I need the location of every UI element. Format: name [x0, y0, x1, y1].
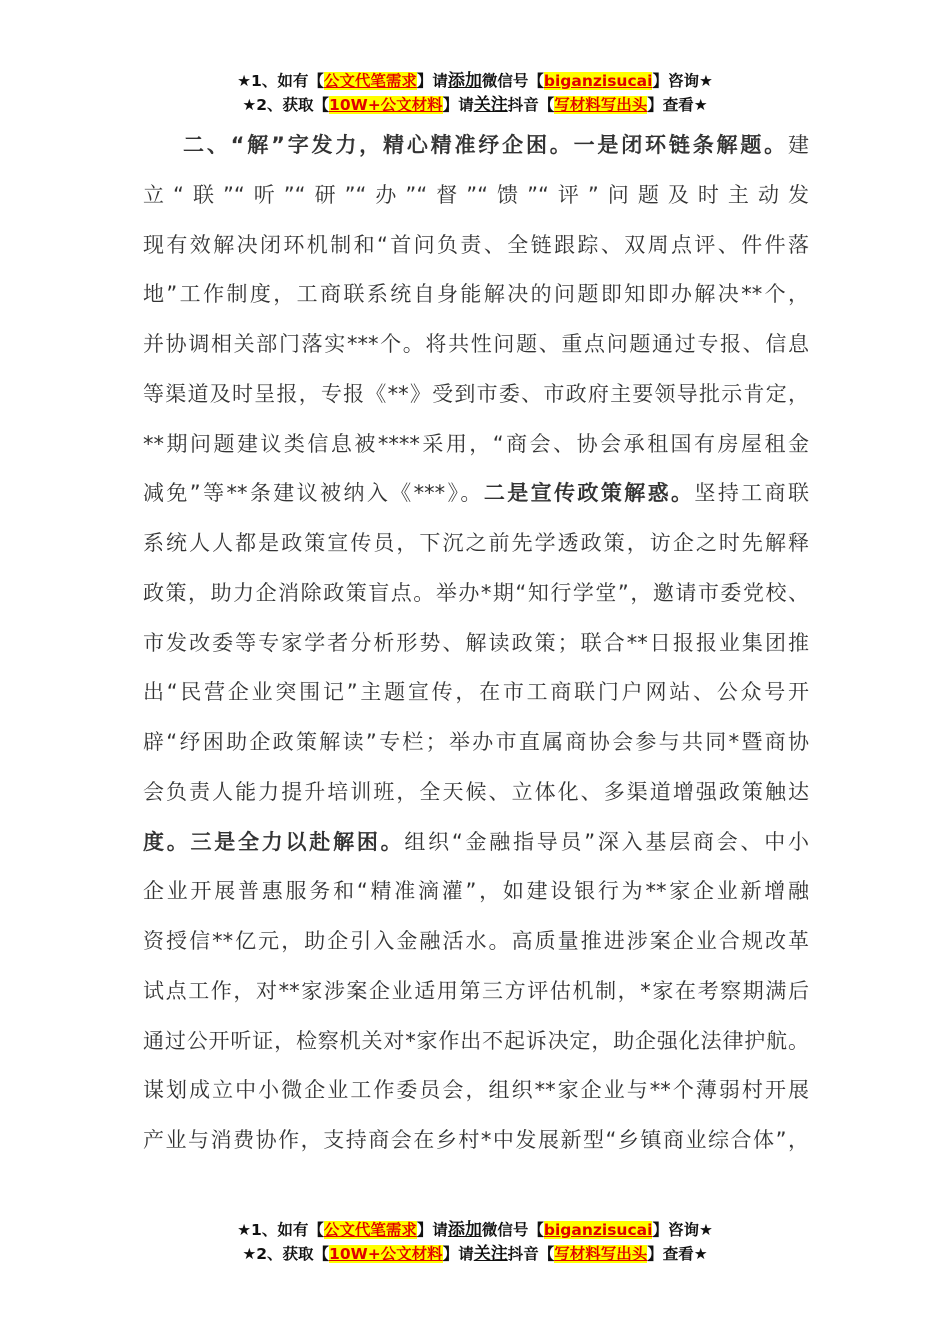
- text-run: 现有效解决闭环机制和“首问负责、全链跟踪、双周点评、件件落: [143, 232, 809, 257]
- paragraph-line: [143, 675, 809, 725]
- paragraph-line: [143, 128, 809, 178]
- underlined-text: 关注: [473, 1244, 508, 1264]
- bold-text: 度。三是全力以赴解困。: [143, 829, 405, 854]
- text-run: 系统人人都是政策宣传员，下沉之前先学透政策，访企之时先解释: [143, 531, 809, 555]
- banner-text: 微信号【: [481, 72, 544, 90]
- highlighted-text: 10W+公文材料: [329, 1245, 443, 1263]
- paragraph-line: [143, 576, 809, 626]
- promo-line-1: [0, 69, 950, 93]
- highlighted-text: 写材料写出头: [554, 96, 648, 114]
- document-body: [143, 128, 809, 1173]
- promo-line-2: [0, 1242, 950, 1266]
- highlighted-text: 10W+公文材料: [329, 96, 443, 114]
- paragraph-line: [143, 825, 809, 875]
- paragraph-line: [143, 277, 809, 327]
- banner-text: 抖音【: [507, 1245, 555, 1263]
- banner-text: 微信号【: [481, 1221, 544, 1239]
- underlined-text: 添加: [447, 71, 482, 91]
- text-run: 市发改委等专家学者分析形势、解读政策；联合**日报报业集团推: [143, 630, 809, 655]
- paragraph-line: [143, 1123, 809, 1173]
- paragraph-line: [143, 228, 809, 278]
- banner-text: 】请: [442, 1245, 474, 1263]
- text-run: 政策，助力企消除政策盲点。举办*期“知行学堂”，邀请市委党校、: [143, 580, 809, 605]
- paragraph-line: [143, 874, 809, 924]
- text-run: 通过公开听证，检察机关对*家作出不起诉决定，助企强化法律护航。: [143, 1028, 809, 1053]
- text-run: 企业开展普惠服务和“精准滴灌”，如建设银行为**家企业新增融: [143, 879, 809, 904]
- text-run: 资授信**亿元，助企引入金融活水。高质量推进涉案企业合规改革: [143, 929, 809, 953]
- text-run: 产业与消费协作，支持商会在乡村*中发展新型“乡镇商业综合体”，: [143, 1128, 809, 1152]
- paragraph-line: [143, 476, 809, 526]
- text-run: 会负责人能力提升培训班，全天候、立体化、多渠道增强政策触达: [143, 779, 809, 804]
- banner-text: ★2、获取【: [242, 1245, 330, 1263]
- banner-text: ★1、如有【: [237, 1221, 324, 1239]
- banner-text: 】查看★: [647, 96, 708, 114]
- underlined-text: 关注: [473, 95, 508, 115]
- banner-text: 】请: [442, 96, 474, 114]
- text-run: 并协调相关部门落实***个。将共性问题、重点问题通过专报、信息: [143, 332, 809, 356]
- paragraph-line: [143, 178, 809, 228]
- paragraph-line: [143, 626, 809, 676]
- paragraph-line: [143, 725, 809, 775]
- text-run: 试点工作，对**家涉案企业适用第三方评估机制，*家在考察期满后: [143, 978, 809, 1003]
- paragraph-line: [143, 327, 809, 377]
- highlighted-text: biganzisucai: [543, 72, 653, 90]
- highlighted-text: 公文代笔需求: [323, 72, 417, 90]
- text-run: **期问题建议类信息被****采用，“商会、协会承租国有房屋租金: [143, 431, 809, 456]
- banner-text: 】咨询★: [652, 72, 713, 90]
- text-run: 坚持工商联: [694, 481, 810, 506]
- paragraph-line: [143, 924, 809, 974]
- promo-line-2: [0, 93, 950, 117]
- highlighted-text: biganzisucai: [543, 1221, 653, 1239]
- paragraph-line: [143, 526, 809, 576]
- highlighted-text: 公文代笔需求: [323, 1221, 417, 1239]
- banner-text: 】请: [416, 1221, 448, 1239]
- promo-line-1: [0, 1218, 950, 1242]
- paragraph-line: [143, 974, 809, 1024]
- banner-text: 】查看★: [647, 1245, 708, 1263]
- paragraph-line: [143, 775, 809, 825]
- header-promo-banner: [0, 69, 950, 117]
- banner-text: 】咨询★: [652, 1221, 713, 1239]
- paragraph-line: [143, 427, 809, 477]
- text-run: 辟“纾困助企政策解读”专栏；举办市直属商协会参与共同*暨商协: [143, 730, 809, 754]
- text-run: 建: [788, 133, 809, 157]
- text-run: 出“民营企业突围记”主题宣传，在市工商联门户网站、公众号开: [143, 680, 809, 705]
- text-run: 地”工作制度，工商联系统自身能解决的问题即知即办解决**个，: [143, 282, 809, 307]
- text-run: 立“联”“听”“研”“办”“督”“馈”“评”问题及时主动发: [143, 182, 809, 207]
- banner-text: 】请: [416, 72, 448, 90]
- text-run: 谋划成立中小微企业工作委员会，组织**家企业与**个薄弱村开展: [143, 1078, 809, 1103]
- paragraph-line: [143, 1073, 809, 1123]
- paragraph-line: [143, 1024, 809, 1074]
- footer-promo-banner: [0, 1218, 950, 1266]
- banner-text: ★2、获取【: [242, 96, 330, 114]
- underlined-text: 添加: [447, 1220, 482, 1240]
- text-run: 组织“金融指导员”深入基层商会、中小: [404, 829, 809, 854]
- paragraph-line: [143, 377, 809, 427]
- bold-text: 二是宣传政策解惑。: [483, 481, 695, 506]
- banner-text: 抖音【: [507, 96, 555, 114]
- bold-text: 二、“解”字发力，精心精准纾企困。一是闭环链条解题。: [183, 133, 788, 157]
- text-run: 减免”等**条建议被纳入《***》。: [143, 481, 484, 506]
- banner-text: ★1、如有【: [237, 72, 324, 90]
- highlighted-text: 写材料写出头: [554, 1245, 648, 1263]
- text-run: 等渠道及时呈报，专报《**》受到市委、市政府主要领导批示肯定，: [143, 381, 809, 406]
